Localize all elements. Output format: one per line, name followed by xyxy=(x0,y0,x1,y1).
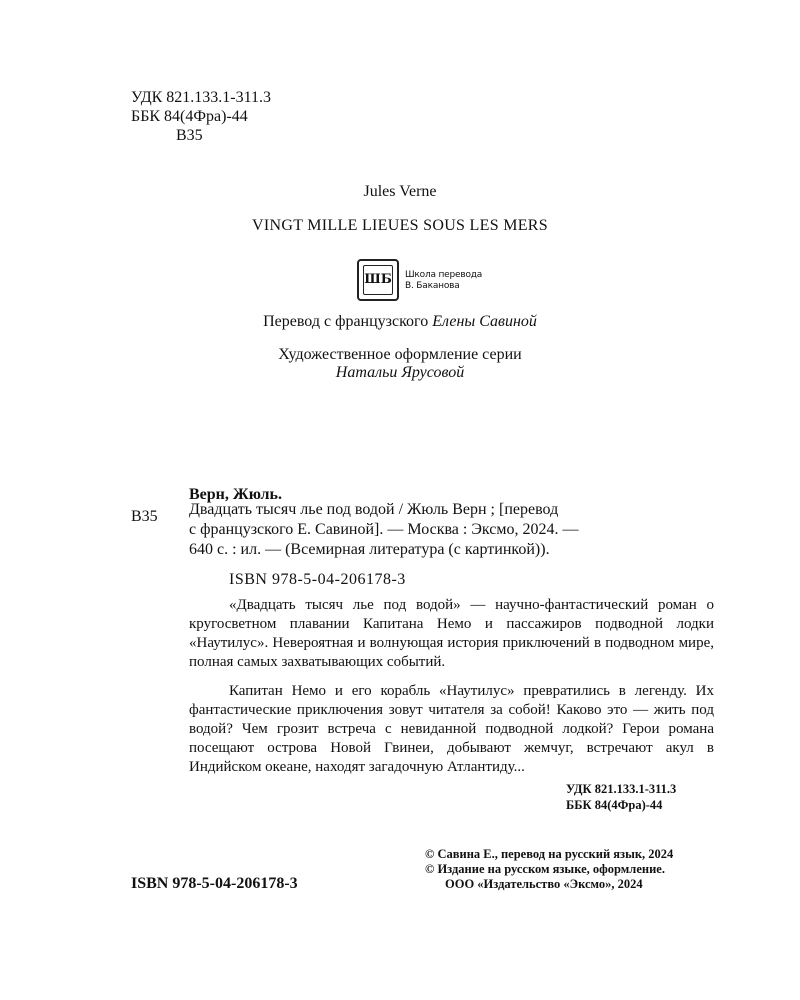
biblio-line-3: 640 с. : ил. — (Всемирная литература (с картинкой)). xyxy=(189,541,550,558)
biblio-line-2: с французского Е. Савиной]. — Москва : Эксмо, 2024. — xyxy=(189,521,579,538)
translation-credit xyxy=(0,312,800,332)
translation-school-logo-icon xyxy=(357,259,399,301)
udk-top: УДК 821.133.1-311.3 xyxy=(131,89,272,106)
copyright-line-3: ООО «Издательство «Эксмо», 2024 xyxy=(445,877,643,891)
translation-prefix: Перевод с французского xyxy=(263,313,429,330)
biblio-heading: Верн, Жюль. xyxy=(189,486,282,503)
copyright-line-2: © Издание на русском языке, оформление. xyxy=(425,862,665,876)
original-title: VINGT MILLE LIEUES SOUS LES MERS xyxy=(252,217,548,234)
logo-line-2: В. Баканова xyxy=(405,281,460,291)
original-author: Jules Verne xyxy=(363,183,437,200)
translator-name: Елены Савиной xyxy=(432,313,537,330)
bbk-top: ББК 84(4Фра)-44 xyxy=(131,108,248,125)
copyright-line-1: © Савина Е., перевод на русский язык, 2024 xyxy=(425,847,674,861)
annotation-paragraph-1: «Двадцать тысяч лье под водой» — научно-фантастический роман о кругосветном плавании Капитана Немо и пассажиров подводной лодки «Наутилус». Невероятная и волнующая история приключений в подводном мире, полная самых захватывающих событий. xyxy=(189,597,714,670)
biblio-mark: В35 xyxy=(131,508,158,525)
bbk-bottom: ББК 84(4Фра)-44 xyxy=(566,798,663,812)
logo-mark: ШБ xyxy=(363,265,393,295)
author-mark-top: В35 xyxy=(176,127,203,144)
design-credit-prefix: Художественное оформление серии xyxy=(278,346,522,363)
designer-name: Натальи Ярусовой xyxy=(335,364,465,381)
biblio-line-1: Двадцать тысяч лье под водой / Жюль Верн ; [перевод xyxy=(189,501,559,518)
udk-bottom: УДК 821.133.1-311.3 xyxy=(566,782,677,796)
isbn-bottom: ISBN 978-5-04-206178-3 xyxy=(131,875,298,892)
biblio-isbn: ISBN 978-5-04-206178-3 xyxy=(229,571,406,588)
logo-line-1: Школа перевода xyxy=(405,270,483,280)
annotation-paragraph-2: Капитан Немо и его корабль «Наутилус» превратились в легенду. Их фантастические приключения зовут читателя за собой! Каково это — жить под водой? Чем грозит встреча с невиданной подводной лодкой? Герои романа посещают острова Новой Гвинеи, добывают жемчуг, встречают акул в Индийском океане, находят загадочную Атлантиду... xyxy=(189,683,714,775)
